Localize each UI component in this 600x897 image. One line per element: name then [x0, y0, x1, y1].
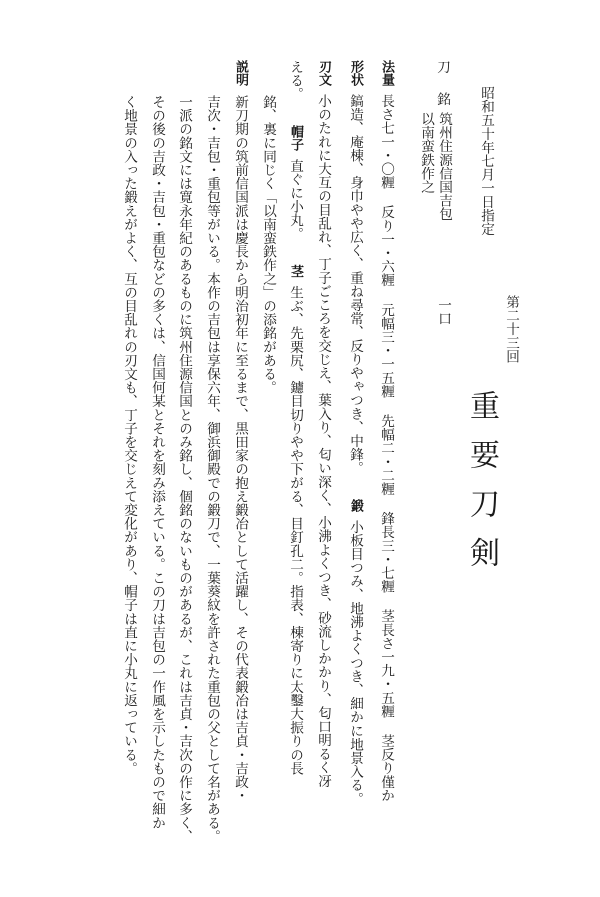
hamon-line-2	[287, 60, 302, 775]
mei-inscription-2	[418, 112, 432, 194]
quantity	[435, 298, 449, 325]
mei-label-text: 銘	[434, 92, 450, 106]
boshi-label: 帽子	[288, 124, 303, 151]
nakago-text-cont: 銘、裏に同じく「以南蛮鉄作之」の添銘がある。	[260, 95, 276, 395]
keijo-label: 形状	[348, 60, 363, 86]
setsumei-text-2: 吉次・吉包・重包等がいる。本作の吉包は享保六年、御浜御殿での鍛刀で、一葉葵紋を許された重包の父として名がある。	[204, 95, 220, 843]
designation-date	[478, 86, 492, 236]
hoyo-line	[378, 60, 393, 802]
kitae-text: 小板目つみ、地沸よくつき、細かに地景入る。	[347, 519, 363, 806]
hoyo-motohaba: 元幅三・一五糎	[378, 302, 394, 399]
hoyo-length: 長さ七一・〇糎	[378, 94, 394, 190]
setsumei-line-1	[232, 95, 246, 802]
nakago-line-2	[260, 95, 274, 394]
title-text: 重要刀剣	[464, 390, 499, 586]
keijo-line	[347, 60, 362, 805]
date-text: 昭和五十年七月一日指定	[478, 86, 494, 236]
setsumei-line-3	[176, 95, 190, 843]
hamon-text: 小のたれに大互の目乱れ、丁子ごころを交じえ、葉入り、匂い深く、小沸よくつき、砂流しかかり、匂口明るく冴	[315, 94, 331, 788]
kitae-label: 鍛	[348, 498, 363, 512]
sword-type	[434, 60, 448, 74]
nakago-text: 生ぶ、先栗尻、鑢目切りやや下がる、目釘孔二。指表、棟寄りに太鑿大振りの長	[287, 285, 303, 776]
setsumei-line-2	[204, 95, 218, 843]
hoyo-nakago-sori: 茎反り僅か	[378, 734, 394, 803]
hoyo-sori: 反り一・六糎	[378, 205, 394, 287]
mei-line-1: 筑州住源信国吉包	[436, 112, 452, 221]
setsumei-label-col	[232, 60, 247, 86]
hoyo-sakihaba: 先幅二・二糎	[378, 414, 394, 496]
mei-line-2: 以南蛮鉄作之	[418, 112, 434, 194]
setsumei-line-5	[121, 95, 135, 775]
setsumei-text-3: 一派の銘文には寛永年紀のあるものに筑州住源信国とのみ銘し、個銘のないものがあるが、これは吉貞・吉次の作に多く、	[176, 95, 192, 843]
hamon-label: 刃文	[316, 60, 331, 86]
setsumei-text-5: く地景の入った鍛えがよく、互の目乱れの刃文も、丁子を交じえて変化があり、帽子は直に小丸に返っている。	[121, 95, 137, 775]
setsumei-text-1: 新刀期の筑前信国派は慶長から明治初年に至るまで、黒田家の抱え鍛冶として活躍し、その代表鍛冶は吉貞・吉政・	[232, 95, 248, 803]
hamon-line-1	[315, 60, 330, 788]
setsumei-label: 説明	[233, 60, 248, 86]
setsumei-line-4	[149, 95, 163, 829]
session-text: 第二十三回	[503, 295, 519, 363]
keijo-text: 鎬造、庵棟、身巾やや広く、重ね尋常、反りやゃつき、中鋒。	[347, 94, 363, 475]
hamon-text-cont: える。	[287, 60, 303, 101]
hoyo-label: 法量	[379, 60, 394, 86]
quantity-text: 一口	[435, 298, 451, 326]
hoyo-nakago-length: 茎長さ一九・五糎	[378, 609, 394, 719]
mei-label	[434, 92, 448, 106]
mei-inscription-1	[436, 112, 450, 221]
setsumei-text-4: その後の吉政・吉包・重包などの多くは、信国何某とそれを刻み添えている。この刀は吉包の一作風を示したもので細か	[149, 95, 165, 830]
boshi-text: 直ぐに小丸。	[287, 158, 303, 241]
sword-type-text: 刀	[434, 60, 450, 74]
nakago-label: 茎	[288, 264, 303, 278]
session-number	[503, 295, 517, 363]
page-title	[464, 390, 499, 586]
hoyo-kissaki: 鋒長三・七糎	[378, 511, 394, 594]
